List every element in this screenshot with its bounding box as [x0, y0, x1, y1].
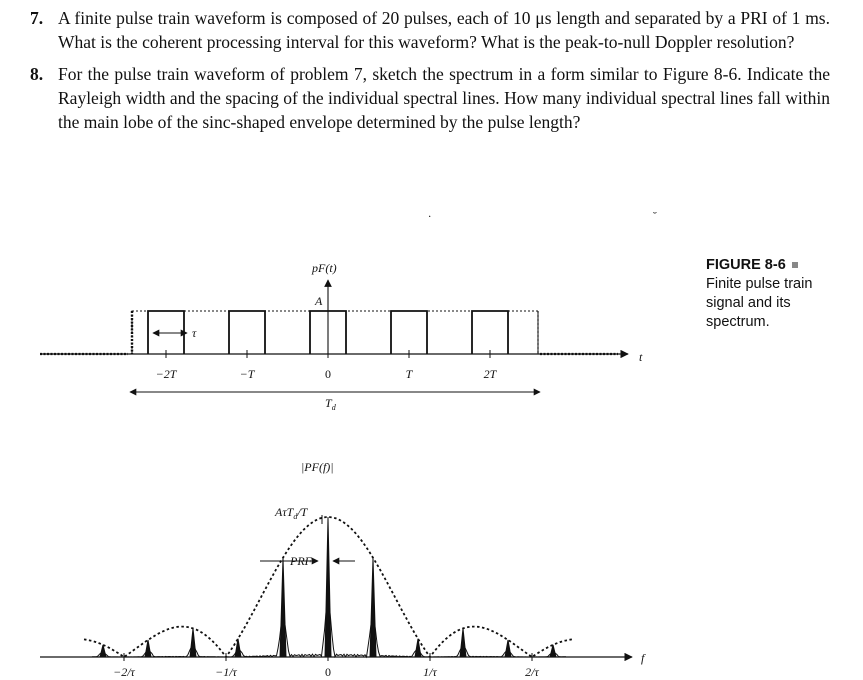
- time-ticks: [156, 350, 498, 381]
- problem-text: For the pulse train waveform of problem 7, sketch the spectrum in a form similar to Figure 8-6. Indicate the Rayleigh width and the spacing of the individual spectral lines. How many individual spectral lines fall within the main lobe of the sinc-shaped envelope determined by the pulse length?: [58, 64, 830, 132]
- spectrum-plot: [40, 460, 646, 679]
- frequency-tick-label: 0: [325, 665, 331, 679]
- caption-title: FIGURE 8-6: [706, 257, 786, 273]
- frequency-tick-label: 2/τ: [525, 665, 539, 679]
- spectral-line: [190, 628, 196, 657]
- frequency-axis-label: f: [641, 651, 645, 665]
- pf-f-label: |PF(f)|: [301, 460, 334, 474]
- frequency-tick-label: −1/τ: [215, 665, 237, 679]
- pulse: [472, 311, 508, 354]
- page-artifact-mark: ˘: [652, 209, 656, 223]
- duration-sub: d: [331, 403, 336, 412]
- spectral-line: [235, 639, 241, 657]
- spectral-line: [505, 640, 511, 657]
- spectral-line: [460, 628, 466, 657]
- frequency-tick-label: −2/τ: [113, 665, 135, 679]
- pf-t-label: pF(t): [312, 261, 337, 275]
- frequency-tick-label: 1/τ: [423, 665, 437, 679]
- page-artifact-dot: ·: [428, 209, 431, 223]
- pulse: [391, 311, 427, 354]
- prf-label: PRF: [290, 554, 312, 568]
- tau-label: τ: [192, 326, 197, 340]
- caption-text: Finite pulse train signal and its spectrum.: [706, 276, 813, 330]
- spectral-lines: [100, 517, 556, 657]
- time-tick-label: T: [405, 367, 413, 381]
- amplitude-label: A: [315, 294, 323, 308]
- spectral-line: [415, 639, 421, 657]
- time-tick-label: −T: [239, 367, 255, 381]
- duration-label: $T_d$: [325, 396, 336, 412]
- problem-text: A finite pulse train waveform is composed of 20 pulses, each of 10 μs length and separated by a PRI of 1 ms. What is the coherent processing interval for this waveform? What is the peak-to-null Doppler resolution?: [58, 8, 830, 52]
- problem-number: 8.: [30, 64, 44, 84]
- peak-label: AτT$_d$/T: [275, 505, 308, 521]
- problem-number: 7.: [30, 8, 44, 28]
- time-tick-label: 2T: [483, 367, 497, 381]
- pulse-train-plot: [40, 209, 657, 412]
- pulse: [229, 311, 265, 354]
- spectral-line: [370, 558, 376, 657]
- time-tick-label: 0: [325, 367, 331, 381]
- spectral-line: [100, 645, 106, 657]
- time-tick-label: −2T: [155, 367, 177, 381]
- spectral-line: [145, 640, 151, 657]
- spectral-line: [280, 558, 286, 657]
- spectral-line: [325, 517, 331, 657]
- time-axis-label: t: [639, 350, 643, 364]
